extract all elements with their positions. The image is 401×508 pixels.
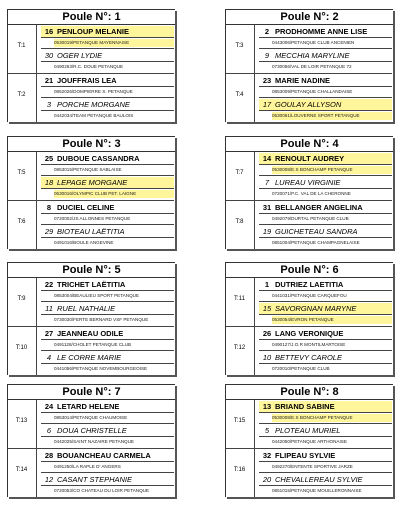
player-name: RENOULT AUDREY <box>275 154 345 163</box>
player-number: 8 <box>46 203 52 212</box>
player-row <box>259 26 392 37</box>
player-row <box>41 177 174 188</box>
player-number: 29 <box>44 227 54 236</box>
player-club: 0853004/BEAULIEU SPORT PETANQUE <box>54 293 140 298</box>
column-divider <box>254 327 255 375</box>
player-row <box>41 328 174 339</box>
row-divider <box>259 301 392 302</box>
row-divider <box>41 37 174 38</box>
player-club: 0851015/PETANQUE MOUILLERONNAISE <box>272 488 362 493</box>
row-divider <box>259 350 392 351</box>
terrain-label: T:1 <box>17 43 26 49</box>
row-divider <box>41 461 174 462</box>
player-name: DUCIEL CELINE <box>57 203 115 212</box>
player-club: 0491250/LA RAPLE D' ANGERS <box>54 464 121 469</box>
row-divider <box>259 48 392 49</box>
player-name: DOUA CHRISTELLE <box>57 426 127 435</box>
player-club: 0442025/SAINT NAZAIRE PETANQUE <box>54 439 134 444</box>
row-divider <box>41 237 174 238</box>
player-name: DUTRIEZ LAETITIA <box>275 280 344 289</box>
player-row <box>259 153 392 164</box>
row-divider <box>41 423 174 424</box>
row-divider <box>259 224 392 225</box>
player-club: 0490263/R.C. DOUE PETANQUE <box>54 64 124 69</box>
poule-box <box>7 384 175 497</box>
player-row <box>259 425 392 436</box>
match-block <box>226 278 392 326</box>
row-divider <box>41 97 174 98</box>
terrain-label: T:10 <box>15 345 28 351</box>
player-club: 0530008/E.S BONCHAMP PETANQUE <box>272 414 392 422</box>
player-club: 0730030/FERTE BERNARD VSF PETANQUE <box>54 317 149 322</box>
poule-title: Poule N°: 5 <box>8 263 175 278</box>
player-number: 3 <box>46 100 52 109</box>
player-name: FLIPEAU SYLVIE <box>275 451 336 460</box>
row-divider <box>41 188 174 189</box>
row-divider <box>41 164 174 165</box>
player-number: 26 <box>262 329 272 338</box>
player-row <box>259 226 392 237</box>
player-club: 0492270/ENTENTE SPORTIVE JARZE <box>272 464 353 469</box>
player-name: LETARD HELENE <box>57 402 120 411</box>
match-block <box>8 400 174 448</box>
row-divider <box>259 472 392 473</box>
player-row <box>259 352 392 363</box>
player-club: 0443006/PETANQUE CLUB ANCENIEN <box>272 40 355 45</box>
player-name: CHEVALLEREAU SYLVIE <box>275 475 363 484</box>
player-name: GUICHETEAU SANDRA <box>275 227 358 236</box>
player-number: 6 <box>46 426 52 435</box>
player-number: 25 <box>44 154 54 163</box>
player-club: 0530016/OLYMPIC CLUB PET. LAIGNE <box>54 190 174 198</box>
player-name: MECCHIA MARYLINE <box>275 51 350 60</box>
row-divider <box>259 175 392 176</box>
player-row <box>41 279 174 290</box>
match-block <box>226 201 392 249</box>
row-divider <box>41 436 174 437</box>
row-divider <box>41 301 174 302</box>
column-divider <box>254 201 255 249</box>
player-club: 0491128/CHOLET PETANQUE CLUB <box>54 342 132 347</box>
player-row <box>259 303 392 314</box>
row-divider <box>41 350 174 351</box>
row-divider <box>259 314 392 315</box>
column-divider <box>36 201 37 249</box>
terrain-label: T:15 <box>233 418 246 424</box>
match-block <box>8 201 174 249</box>
terrain-label: T:9 <box>17 296 26 302</box>
row-divider <box>41 213 174 214</box>
player-number: 7 <box>264 178 270 187</box>
poule-box <box>225 262 393 375</box>
column-divider <box>36 449 37 497</box>
player-number: 11 <box>45 304 53 313</box>
terrain-label: T:16 <box>233 467 246 473</box>
player-number: 10 <box>262 353 272 362</box>
player-name: LANG VERONIQUE <box>275 329 344 338</box>
match-block <box>8 327 174 375</box>
row-divider <box>41 48 174 49</box>
player-name: CASANT STEPHANIE <box>57 475 133 484</box>
player-name: PORCHE MORGANE <box>57 100 130 109</box>
row-divider <box>41 224 174 225</box>
player-row <box>41 202 174 213</box>
player-row <box>259 279 392 290</box>
match-block <box>226 449 392 497</box>
terrain-label: T:3 <box>235 43 244 49</box>
player-name: MARIE NADINE <box>275 76 331 85</box>
player-club: 0720071/P.C. VAL DE LA CHERONNE <box>272 191 351 196</box>
terrain-label: T:7 <box>235 170 244 176</box>
player-row <box>259 99 392 110</box>
player-club: 0720053/CO CHATEAU DU LOIR PETANQUE <box>54 488 150 493</box>
row-divider <box>41 485 174 486</box>
terrain-label: T:6 <box>17 219 26 225</box>
match-block <box>226 74 392 122</box>
player-row <box>41 474 174 485</box>
terrain-label: T:5 <box>17 170 26 176</box>
player-row <box>259 474 392 485</box>
player-name: BIOTEAU LAËTITIA <box>57 227 125 236</box>
player-row <box>41 153 174 164</box>
column-divider <box>254 25 255 73</box>
terrain-label: T:14 <box>15 467 28 473</box>
poule-title: Poule N°: 8 <box>226 385 393 400</box>
column-divider <box>254 400 255 448</box>
match-block <box>8 278 174 326</box>
match-block <box>8 25 174 73</box>
player-number: 28 <box>44 451 54 460</box>
row-divider <box>259 339 392 340</box>
player-club: 0441031/PETANQUE CARQUEFOU <box>272 293 347 298</box>
row-divider <box>41 290 174 291</box>
column-divider <box>36 278 37 326</box>
row-divider <box>259 61 392 62</box>
player-number: 9 <box>264 51 270 60</box>
player-club: 0853014/PETANQUE CHAUMOISE <box>54 415 128 420</box>
player-number: 22 <box>44 280 54 289</box>
player-name: PRODHOMME ANNE LISE <box>275 27 368 36</box>
player-number: 30 <box>44 51 54 60</box>
terrain-label: T:4 <box>235 92 244 98</box>
player-name: JEANNEAU ODILE <box>57 329 124 338</box>
row-divider <box>41 61 174 62</box>
player-number: 23 <box>262 76 272 85</box>
row-divider <box>259 461 392 462</box>
column-divider <box>36 400 37 448</box>
player-number: 19 <box>262 227 272 236</box>
player-row <box>41 450 174 461</box>
player-club: 0530008/E.S BONCHAMP PETANQUE <box>272 166 392 174</box>
player-club: 0853009/PETANQUE CHALLANDAISE <box>272 89 353 94</box>
row-divider <box>259 213 392 214</box>
row-divider <box>259 423 392 424</box>
player-club: 0853015/PETANQUE SABLAISE <box>54 167 122 172</box>
player-name: LUREAU VIRGINIE <box>275 178 341 187</box>
match-block <box>226 327 392 375</box>
row-divider <box>259 436 392 437</box>
player-row <box>41 75 174 86</box>
terrain-label: T:12 <box>233 345 246 351</box>
player-name: TRICHET LAËTITIA <box>57 280 126 289</box>
player-club: 0530054/EVRON PETANQUE <box>272 316 392 324</box>
poule-title: Poule N°: 7 <box>8 385 175 400</box>
player-club: 0852026/DOMPIERRE S. PETANQUE <box>54 89 133 94</box>
player-name: DUBOUE CASSANDRA <box>57 154 140 163</box>
match-block <box>8 152 174 200</box>
poule-box <box>225 136 393 249</box>
player-row <box>259 450 392 461</box>
player-row <box>259 177 392 188</box>
player-name: LE CORRE MARIE <box>57 353 122 362</box>
column-divider <box>36 25 37 73</box>
terrain-label: T:13 <box>15 418 28 424</box>
poule-title: Poule N°: 3 <box>8 137 175 152</box>
player-number: 32 <box>262 451 272 460</box>
player-name: PENLOUP MELANIE <box>57 27 129 36</box>
poule-title: Poule N°: 4 <box>226 137 393 152</box>
player-number: 15 <box>262 304 272 313</box>
match-block <box>226 152 392 200</box>
player-row <box>41 352 174 363</box>
row-divider <box>41 175 174 176</box>
row-divider <box>41 110 174 111</box>
row-divider <box>259 164 392 165</box>
player-name: RUEL NATHALIE <box>57 304 116 313</box>
player-row <box>259 50 392 61</box>
player-club: 0530061/LOUVERNE SPORT PETANQUE <box>272 112 392 120</box>
player-number: 31 <box>262 203 272 212</box>
player-number: 24 <box>44 402 54 411</box>
player-row <box>41 99 174 110</box>
terrain-label: T:8 <box>235 219 244 225</box>
player-number: 16 <box>44 27 54 36</box>
player-club: 0851004/PETANQUE CHAMPAGNELAISE <box>272 240 360 245</box>
player-row <box>41 303 174 314</box>
player-number: 2 <box>264 27 270 36</box>
column-divider <box>36 327 37 375</box>
player-name: BELLANGER ANGELINA <box>275 203 363 212</box>
player-number: 20 <box>262 475 272 484</box>
terrain-label: T:11 <box>234 296 245 302</box>
poule-title: Poule N°: 2 <box>226 10 393 25</box>
row-divider <box>41 314 174 315</box>
row-divider <box>259 237 392 238</box>
row-divider <box>259 110 392 111</box>
player-club: 0720002/JS ALLONNES PETANQUE <box>54 216 131 221</box>
match-block <box>8 449 174 497</box>
row-divider <box>259 86 392 87</box>
poule-box <box>7 136 175 249</box>
player-number: 5 <box>264 426 270 435</box>
player-row <box>41 226 174 237</box>
match-block <box>226 25 392 73</box>
player-club: 0720010/PETANQUE CLUB <box>272 366 330 371</box>
player-name: SAVORGNAN MARYNE <box>275 304 357 313</box>
player-number: 21 <box>44 76 54 85</box>
player-row <box>259 75 392 86</box>
player-number: 18 <box>44 178 54 187</box>
player-club: 0441056/PETANQUE NOVEMBOURGEOISE <box>54 366 148 371</box>
column-divider <box>254 152 255 200</box>
player-name: OGER LYDIE <box>57 51 103 60</box>
player-name: BOUANCHEAU CARMELA <box>57 451 151 460</box>
poule-box <box>225 9 393 122</box>
column-divider <box>36 152 37 200</box>
player-name: BETTEVY CAROLE <box>275 353 342 362</box>
column-divider <box>36 74 37 122</box>
player-row <box>259 202 392 213</box>
player-name: GOULAY ALLYSON <box>275 100 342 109</box>
player-club: 0442050/PETANQUE ARTHONAISE <box>272 439 347 444</box>
row-divider <box>41 339 174 340</box>
player-name: LEPAGE MORGANE <box>57 178 128 187</box>
row-divider <box>41 412 174 413</box>
player-club: 0492079/DURTAL PETANQUE CLUB <box>272 216 349 221</box>
poule-box <box>7 9 175 122</box>
row-divider <box>259 37 392 38</box>
poule-title: Poule N°: 6 <box>226 263 393 278</box>
row-divider <box>259 485 392 486</box>
player-number: 14 <box>262 154 272 163</box>
player-club: 0442034/TEAM PETANQUE BAULOIS <box>54 113 134 118</box>
row-divider <box>259 188 392 189</box>
player-number: 1 <box>264 280 270 289</box>
row-divider <box>259 412 392 413</box>
row-divider <box>259 290 392 291</box>
row-divider <box>41 472 174 473</box>
player-club: 0730056/VAL DE LOIR PETANQUE 72 <box>272 64 352 69</box>
player-name: JOUFFRAIS LEA <box>57 76 117 85</box>
row-divider <box>41 86 174 87</box>
row-divider <box>41 363 174 364</box>
row-divider <box>259 97 392 98</box>
player-number: 17 <box>262 100 272 109</box>
player-row <box>41 26 174 37</box>
player-club: 0491016/BOULE ANGEVINE <box>54 240 114 245</box>
player-number: 27 <box>44 329 54 338</box>
player-row <box>41 401 174 412</box>
poule-title: Poule N°: 1 <box>8 10 175 25</box>
player-club: 0530019/PETANQUE MAYENNAISE <box>54 39 174 47</box>
column-divider <box>254 74 255 122</box>
match-block <box>8 74 174 122</box>
poule-box <box>7 262 175 375</box>
column-divider <box>254 278 255 326</box>
player-row <box>41 425 174 436</box>
player-row <box>41 50 174 61</box>
player-row <box>259 328 392 339</box>
player-name: PLOTEAU MURIEL <box>275 426 341 435</box>
player-row <box>259 401 392 412</box>
player-number: 4 <box>46 353 52 362</box>
player-club: 0490127/J.O.R MONTILMARTOISE <box>272 342 346 347</box>
player-number: 12 <box>44 475 54 484</box>
row-divider <box>259 363 392 364</box>
match-block <box>226 400 392 448</box>
terrain-label: T:2 <box>17 92 26 98</box>
poule-box <box>225 384 393 497</box>
player-name: BRIAND SABINE <box>275 402 335 411</box>
column-divider <box>254 449 255 497</box>
player-number: 13 <box>262 402 272 411</box>
